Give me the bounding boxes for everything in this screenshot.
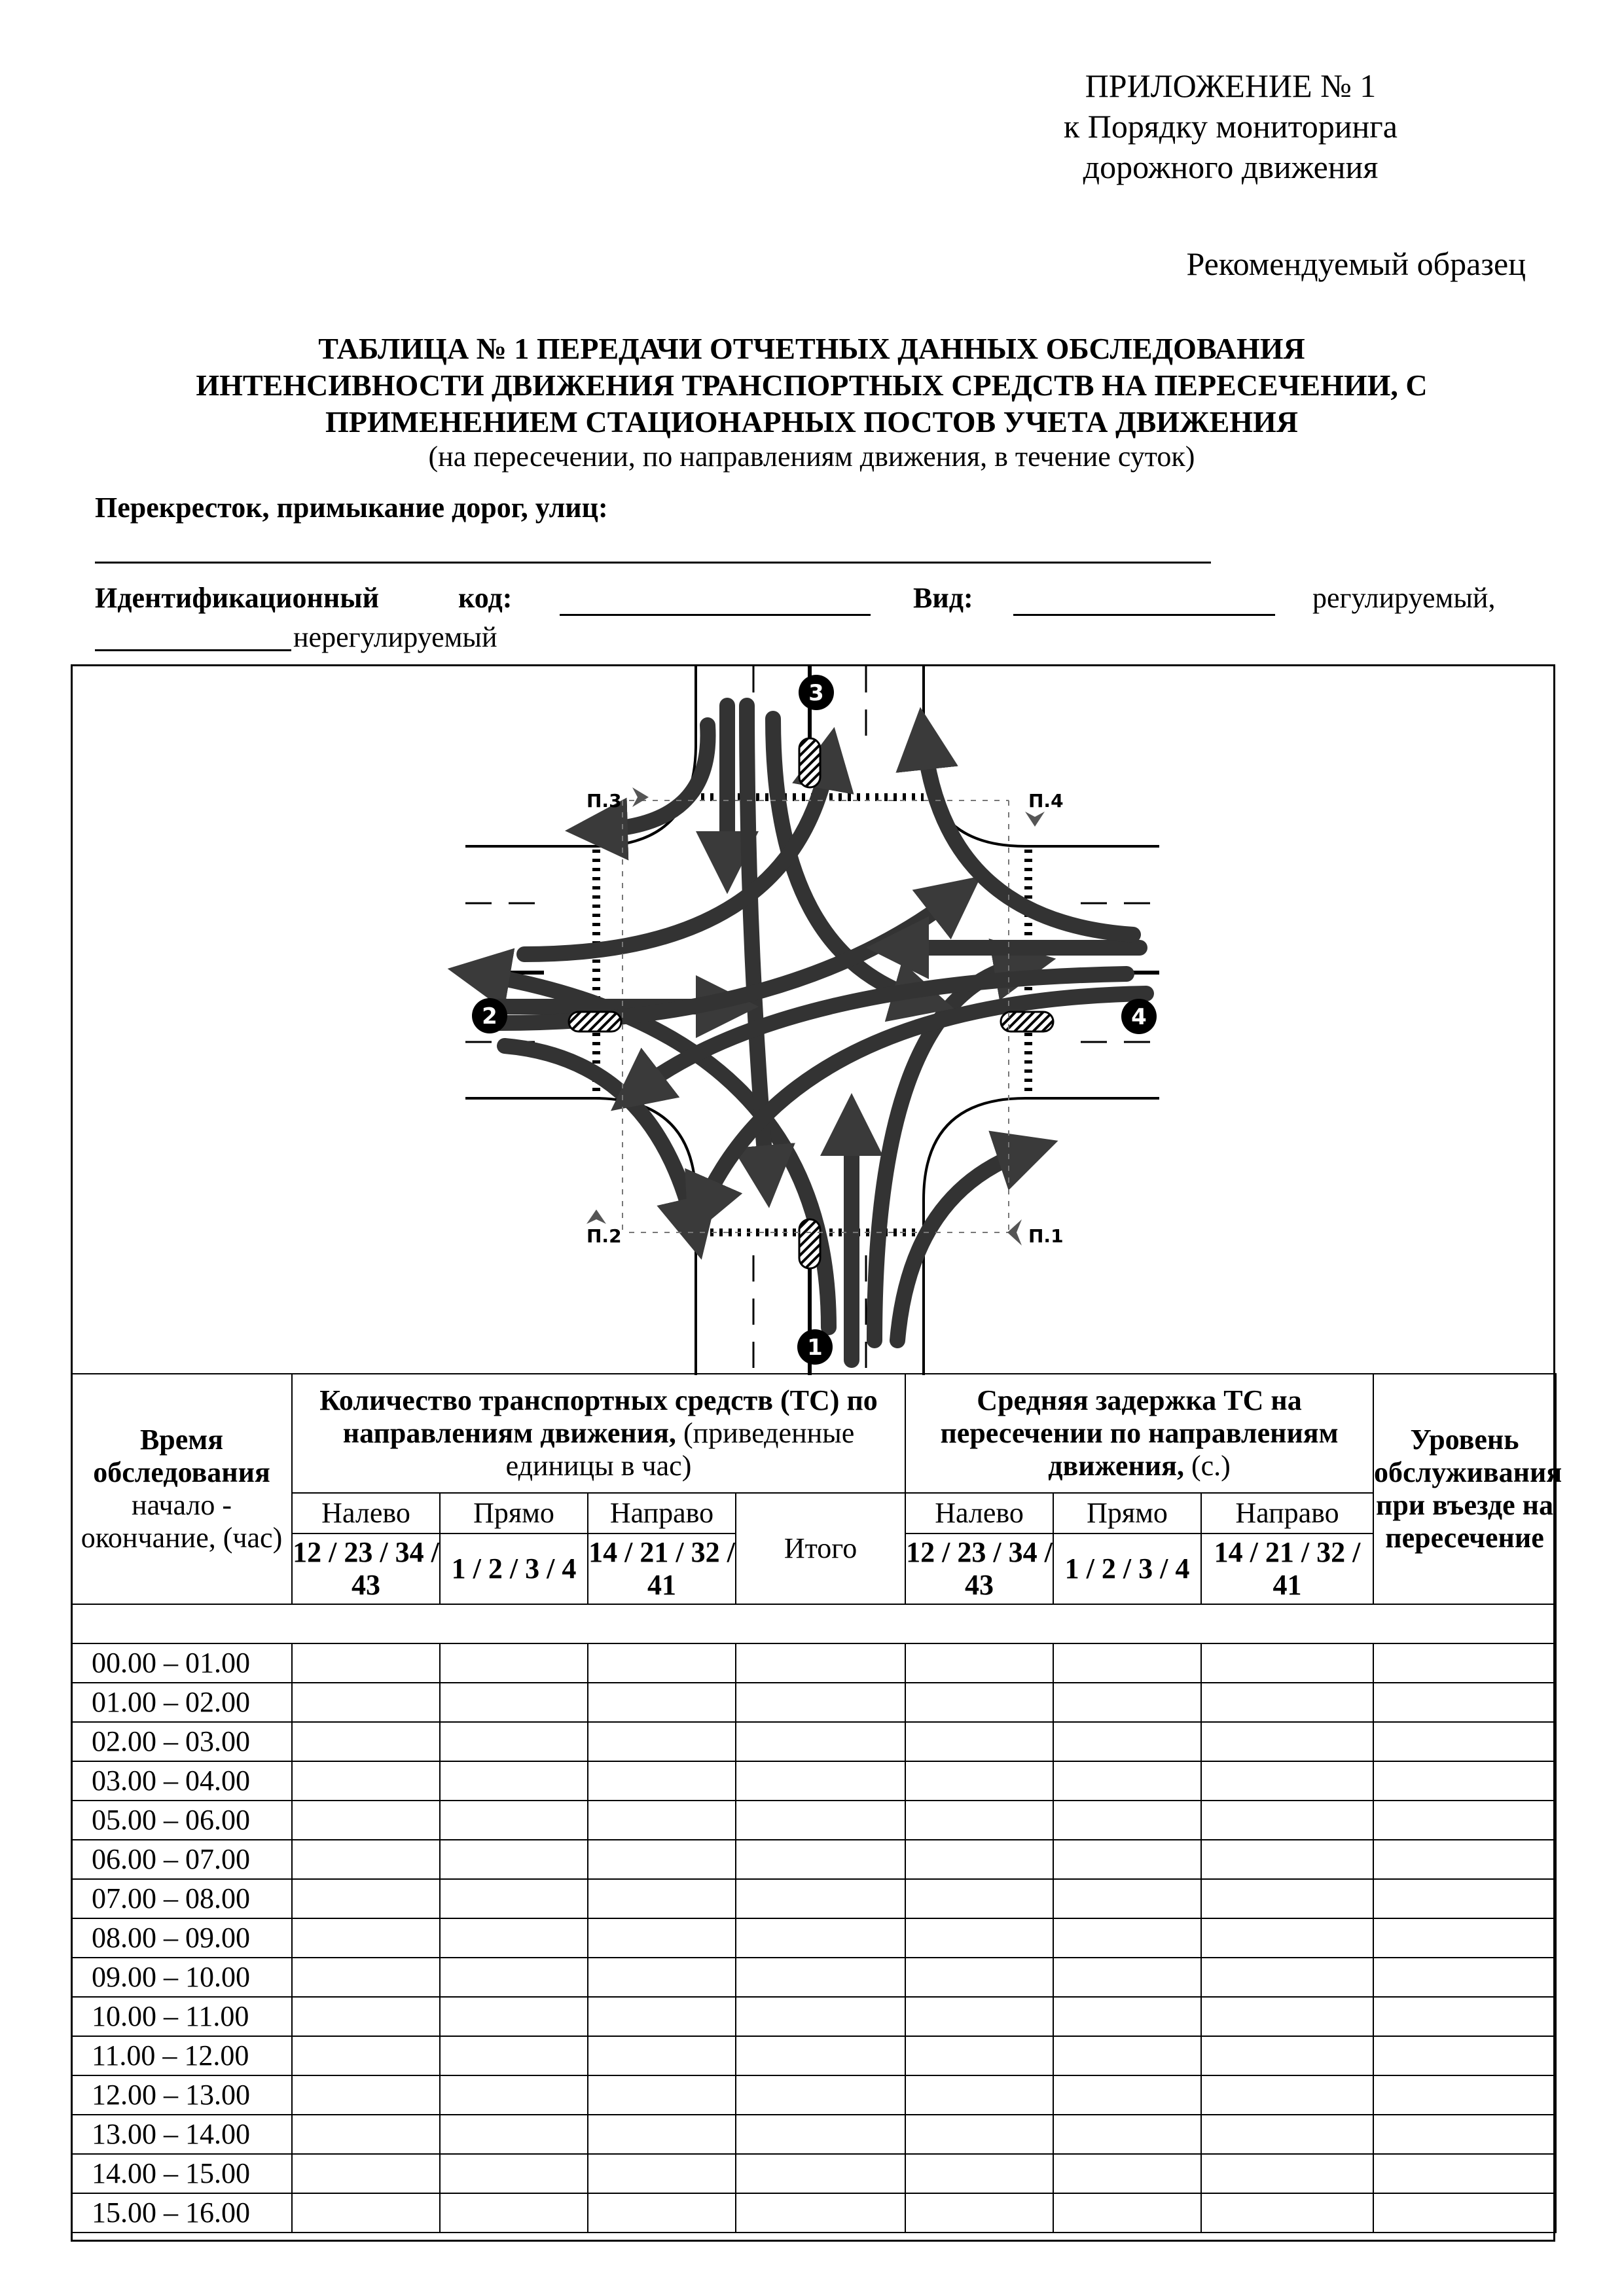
data-entry-cell[interactable] (905, 2154, 1053, 2193)
data-entry-cell[interactable] (588, 1918, 736, 1958)
data-entry-cell[interactable] (1053, 1683, 1201, 1722)
code-label: код: (458, 582, 513, 614)
data-entry-cell[interactable] (588, 1958, 736, 1997)
data-entry-cell[interactable] (1053, 1997, 1201, 2036)
count-header: Количество транспортных средств (ТС) по направлениям движения, (приведенные единицы в час) (292, 1374, 905, 1493)
data-entry-cell[interactable] (588, 1761, 736, 1801)
data-entry-cell[interactable] (736, 2154, 905, 2193)
regulated-option: регулируемый, (1312, 582, 1496, 614)
data-entry-cell[interactable] (292, 2075, 440, 2115)
data-entry-cell[interactable] (1373, 2115, 1556, 2154)
data-entry-cell[interactable] (292, 1683, 440, 1722)
data-entry-cell[interactable] (1373, 1722, 1556, 1761)
data-entry-cell[interactable] (1053, 1801, 1201, 1840)
service-level-header: Уровень обслуживания при въезде на пересечение (1373, 1374, 1556, 1604)
data-entry-cell[interactable] (588, 2075, 736, 2115)
data-entry-cell[interactable] (905, 1643, 1053, 1683)
data-entry-cell[interactable] (292, 2115, 440, 2154)
time-interval-cell: 08.00 – 09.00 (71, 1918, 292, 1958)
time-interval-cell: 07.00 – 08.00 (71, 1879, 292, 1918)
data-entry-cell[interactable] (905, 2036, 1053, 2075)
table-row (71, 1840, 1556, 1879)
delay-left-codes: 12 / 23 / 34 / 43 (905, 1534, 1053, 1604)
data-entry-cell[interactable] (1053, 1761, 1201, 1801)
data-entry-cell[interactable] (440, 1683, 588, 1722)
data-entry-cell[interactable] (736, 1958, 905, 1997)
data-entry-cell[interactable] (440, 2075, 588, 2115)
data-entry-cell[interactable] (1201, 1997, 1373, 2036)
appendix-header (1021, 65, 1440, 187)
post-1-label: П.1 (1028, 1225, 1064, 1247)
data-entry-cell[interactable] (440, 1958, 588, 1997)
time-interval-cell: 00.00 – 01.00 (71, 1643, 292, 1683)
document-title (92, 331, 1532, 440)
data-entry-cell[interactable] (736, 1879, 905, 1918)
data-entry-cell[interactable] (1201, 2036, 1373, 2075)
data-entry-cell[interactable] (440, 2154, 588, 2193)
data-entry-cell[interactable] (440, 2115, 588, 2154)
table-row (71, 1683, 1556, 1722)
intersection-label: Перекресток, примыкание дорог, улиц: (95, 492, 608, 524)
data-entry-cell[interactable] (440, 1722, 588, 1761)
post-3-label: П.3 (586, 790, 622, 812)
data-entry-cell[interactable] (905, 1722, 1053, 1761)
data-entry-cell[interactable] (905, 1958, 1053, 1997)
data-entry-cell[interactable] (1373, 1840, 1556, 1879)
data-entry-cell[interactable] (1373, 1643, 1556, 1683)
data-entry-cell[interactable] (292, 2193, 440, 2233)
data-entry-cell[interactable] (736, 1722, 905, 1761)
data-entry-cell[interactable] (736, 1683, 905, 1722)
delay-right-header: Направо (1201, 1493, 1373, 1534)
data-entry-cell[interactable] (905, 2193, 1053, 2233)
time-interval-cell: 05.00 – 06.00 (71, 1801, 292, 1840)
approach-2: 2 (482, 1003, 497, 1030)
data-entry-cell[interactable] (736, 1643, 905, 1683)
data-entry-cell[interactable] (588, 2193, 736, 2233)
table-row (71, 1997, 1556, 2036)
count-left-header: Налево (292, 1493, 440, 1534)
sample-label: Рекомендуемый образец (1186, 245, 1526, 282)
data-entry-cell[interactable] (588, 1879, 736, 1918)
table-row (71, 1958, 1556, 1997)
appendix-ref-line1: к Порядку мониторинга (1064, 108, 1398, 145)
data-entry-cell[interactable] (292, 1722, 440, 1761)
data-entry-cell[interactable] (1053, 1840, 1201, 1879)
code-input-line[interactable] (560, 614, 871, 616)
id-label: Идентификационный (95, 582, 379, 614)
data-entry-cell[interactable] (440, 1879, 588, 1918)
time-interval-cell: 14.00 – 15.00 (71, 2154, 292, 2193)
data-entry-cell[interactable] (588, 2154, 736, 2193)
data-entry-cell[interactable] (440, 1840, 588, 1879)
time-interval-cell: 02.00 – 03.00 (71, 1722, 292, 1761)
data-entry-cell[interactable] (1373, 1958, 1556, 1997)
time-interval-cell: 12.00 – 13.00 (71, 2075, 292, 2115)
delay-straight-codes: 1 / 2 / 3 / 4 (1053, 1534, 1201, 1604)
data-entry-cell[interactable] (1373, 2036, 1556, 2075)
table-row (71, 1879, 1556, 1918)
data-entry-cell[interactable] (1053, 2154, 1201, 2193)
data-entry-cell[interactable] (1053, 1879, 1201, 1918)
delay-header: Средняя задержка ТС на пересечении по направлениям движения, (с.) (905, 1374, 1373, 1493)
data-entry-cell[interactable] (292, 1643, 440, 1683)
time-interval-cell: 03.00 – 04.00 (71, 1761, 292, 1801)
unregulated-input-line[interactable] (95, 649, 291, 651)
data-entry-cell[interactable] (588, 1683, 736, 1722)
data-entry-cell[interactable] (292, 1879, 440, 1918)
data-entry-cell[interactable] (1201, 2115, 1373, 2154)
data-entry-cell[interactable] (1201, 1801, 1373, 1840)
data-entry-cell[interactable] (1373, 1801, 1556, 1840)
data-entry-cell[interactable] (588, 1722, 736, 1761)
data-entry-cell[interactable] (1053, 1643, 1201, 1683)
unregulated-option: нерегулируемый (293, 621, 497, 653)
data-entry-cell[interactable] (905, 1879, 1053, 1918)
data-entry-cell[interactable] (1373, 1918, 1556, 1958)
data-entry-cell[interactable] (1373, 1997, 1556, 2036)
data-entry-cell[interactable] (440, 2193, 588, 2233)
table-row (71, 1722, 1556, 1761)
data-entry-cell[interactable] (588, 1643, 736, 1683)
title-line-1: ТАБЛИЦА № 1 ПЕРЕДАЧИ ОТЧЕТНЫХ ДАННЫХ ОБСЛЕДОВАНИЯ (318, 332, 1305, 365)
data-entry-cell[interactable] (1201, 1840, 1373, 1879)
data-entry-cell[interactable] (1201, 2075, 1373, 2115)
data-entry-cell[interactable] (292, 1958, 440, 1997)
data-entry-cell[interactable] (292, 1801, 440, 1840)
data-entry-cell[interactable] (905, 1918, 1053, 1958)
spacer-row (71, 1604, 1556, 1643)
table-row (71, 1761, 1556, 1801)
type-input-line[interactable] (1013, 614, 1275, 616)
data-entry-cell[interactable] (905, 2075, 1053, 2115)
intersection-input-line[interactable] (95, 562, 1211, 564)
data-entry-cell[interactable] (588, 1840, 736, 1879)
data-entry-cell[interactable] (736, 1997, 905, 2036)
data-entry-cell[interactable] (440, 1801, 588, 1840)
table-row (71, 2193, 1556, 2233)
data-entry-cell[interactable] (736, 2075, 905, 2115)
count-straight-codes: 1 / 2 / 3 / 4 (440, 1534, 588, 1604)
data-entry-cell[interactable] (1053, 2075, 1201, 2115)
data-entry-cell[interactable] (588, 2115, 736, 2154)
data-entry-cell[interactable] (588, 1997, 736, 2036)
data-entry-cell[interactable] (905, 1997, 1053, 2036)
data-entry-cell[interactable] (292, 2036, 440, 2075)
data-entry-cell[interactable] (1053, 1958, 1201, 1997)
data-entry-cell[interactable] (736, 2193, 905, 2233)
time-interval-cell: 09.00 – 10.00 (71, 1958, 292, 1997)
time-interval-cell: 01.00 – 02.00 (71, 1683, 292, 1722)
table-row (71, 1643, 1556, 1683)
data-entry-cell[interactable] (905, 1801, 1053, 1840)
approach-1: 1 (807, 1335, 823, 1361)
delay-left-header: Налево (905, 1493, 1053, 1534)
post-2-label: П.2 (586, 1225, 622, 1247)
count-left-codes: 12 / 23 / 34 / 43 (292, 1534, 440, 1604)
intersection-diagram (73, 666, 1553, 1375)
table-row (71, 1801, 1556, 1840)
data-entry-cell[interactable] (905, 1840, 1053, 1879)
time-interval-cell: 11.00 – 12.00 (71, 2036, 292, 2075)
data-entry-cell[interactable] (440, 1997, 588, 2036)
survey-table (71, 1373, 1562, 2233)
data-entry-cell[interactable] (1373, 1879, 1556, 1918)
post-4-label: П.4 (1028, 790, 1064, 812)
data-entry-cell[interactable] (1201, 1879, 1373, 1918)
data-entry-cell[interactable] (736, 2036, 905, 2075)
data-entry-cell[interactable] (440, 1918, 588, 1958)
table-row (71, 2075, 1556, 2115)
document-subtitle: (на пересечении, по направлениям движения, в течение суток) (428, 440, 1195, 473)
table-row (71, 2115, 1556, 2154)
data-entry-cell[interactable] (1373, 1761, 1556, 1801)
data-entry-cell[interactable] (1201, 1683, 1373, 1722)
data-entry-cell[interactable] (440, 2036, 588, 2075)
data-entry-cell[interactable] (1201, 2154, 1373, 2193)
time-interval-cell: 15.00 – 16.00 (71, 2193, 292, 2233)
data-entry-cell[interactable] (1053, 2036, 1201, 2075)
delay-right-codes: 14 / 21 / 32 / 41 (1201, 1534, 1373, 1604)
data-entry-cell[interactable] (1201, 1958, 1373, 1997)
data-entry-cell[interactable] (1201, 1722, 1373, 1761)
type-label: Вид: (913, 582, 973, 614)
data-entry-cell[interactable] (1053, 1918, 1201, 1958)
count-right-codes: 14 / 21 / 32 / 41 (588, 1534, 736, 1604)
delay-straight-header: Прямо (1053, 1493, 1201, 1534)
table-row (71, 1918, 1556, 1958)
data-entry-cell[interactable] (1053, 1722, 1201, 1761)
data-entry-cell[interactable] (1373, 2154, 1556, 2193)
approach-3: 3 (808, 680, 824, 706)
table-row (71, 2154, 1556, 2193)
data-entry-cell[interactable] (905, 1761, 1053, 1801)
data-entry-cell[interactable] (1053, 2193, 1201, 2233)
time-interval-cell: 10.00 – 11.00 (71, 1997, 292, 2036)
data-entry-cell[interactable] (292, 1997, 440, 2036)
data-entry-cell[interactable] (1201, 1761, 1373, 1801)
data-entry-cell[interactable] (736, 2115, 905, 2154)
appendix-number: ПРИЛОЖЕНИЕ № 1 (1085, 67, 1377, 104)
data-entry-cell[interactable] (292, 1918, 440, 1958)
data-entry-cell[interactable] (905, 1683, 1053, 1722)
time-rows (71, 1643, 1556, 2233)
approach-4: 4 (1131, 1004, 1147, 1030)
data-entry-cell[interactable] (1201, 2193, 1373, 2233)
data-entry-cell[interactable] (1373, 1683, 1556, 1722)
data-entry-cell[interactable] (292, 1840, 440, 1879)
data-entry-cell[interactable] (736, 1918, 905, 1958)
appendix-ref-line2: дорожного движения (1083, 149, 1379, 185)
data-entry-cell[interactable] (1201, 1643, 1373, 1683)
count-straight-header: Прямо (440, 1493, 588, 1534)
data-entry-cell[interactable] (1053, 2115, 1201, 2154)
time-header: Время обследования начало - окончание, (час) (71, 1374, 292, 1604)
data-entry-cell[interactable] (905, 2115, 1053, 2154)
title-line-2: ИНТЕНСИВНОСТИ ДВИЖЕНИЯ ТРАНСПОРТНЫХ СРЕДСТВ НА ПЕРЕСЕЧЕНИИ, С (196, 368, 1428, 402)
time-interval-cell: 06.00 – 07.00 (71, 1840, 292, 1879)
count-right-header: Направо (588, 1493, 736, 1534)
data-entry-cell[interactable] (292, 2154, 440, 2193)
data-entry-cell[interactable] (1373, 2075, 1556, 2115)
count-total-header: Итого (736, 1493, 905, 1604)
data-entry-cell[interactable] (736, 1840, 905, 1879)
time-interval-cell: 13.00 – 14.00 (71, 2115, 292, 2154)
data-entry-cell[interactable] (588, 2036, 736, 2075)
table-row (71, 2036, 1556, 2075)
data-entry-cell[interactable] (736, 1761, 905, 1801)
title-line-3: ПРИМЕНЕНИЕМ СТАЦИОНАРНЫХ ПОСТОВ УЧЕТА ДВИЖЕНИЯ (325, 405, 1299, 439)
data-entry-cell[interactable] (440, 1643, 588, 1683)
data-entry-cell[interactable] (736, 1801, 905, 1840)
data-entry-cell[interactable] (1201, 1918, 1373, 1958)
data-entry-cell[interactable] (292, 1761, 440, 1801)
data-entry-cell[interactable] (1373, 2193, 1556, 2233)
data-entry-cell[interactable] (440, 1761, 588, 1801)
data-entry-cell[interactable] (588, 1801, 736, 1840)
